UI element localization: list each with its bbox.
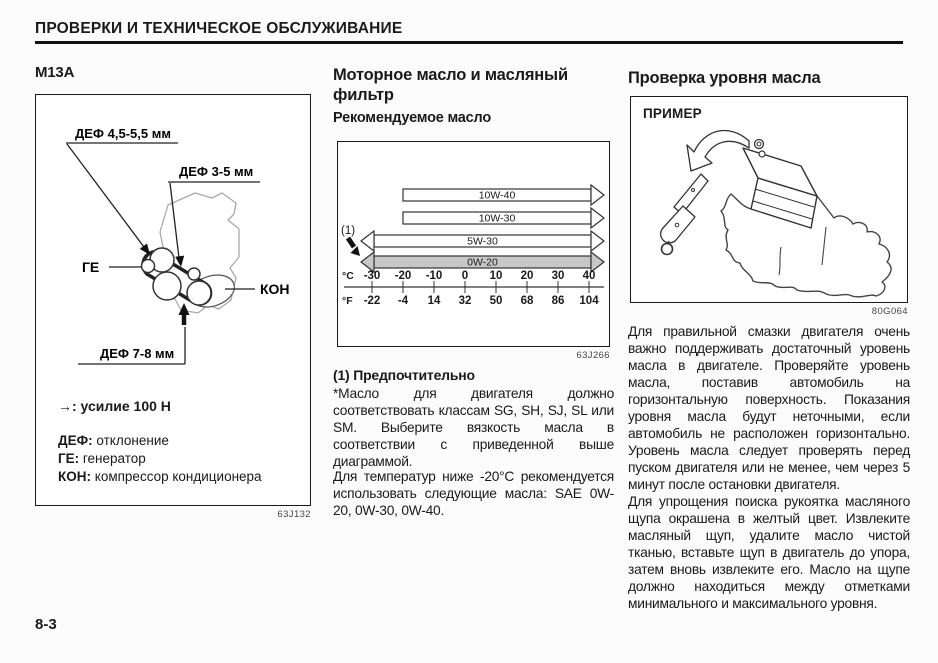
- compressor-pulley: [187, 281, 211, 305]
- deflection-ac-label: ДЕФ 3-5 мм: [179, 164, 254, 179]
- oil-level-paragraph-1: Для правильной смазки двигателя очень важно поддерживать достаточный уровень масла в двигателе. Проверяйте уровень масла, поставив автомобиль на горизонтальную поверхность. Показания уровня масла будут неточными, если автомобиль не расположен горизонтально. Уровень масла следует проверять перед пуском двигателя или не менее, чем через 5 минут после остановки двигателя.: [628, 324, 910, 492]
- legend-desc: компрессор кондиционера: [94, 469, 262, 484]
- celsius-tick-label: 0: [461, 270, 469, 282]
- chart-bar-arrow-right: [591, 185, 604, 205]
- crank-pulley: [153, 272, 181, 300]
- chart-bar-arrow-right: [591, 252, 604, 272]
- fahrenheit-tick-label: 104: [579, 295, 599, 307]
- chart-bar-arrow-left: [361, 231, 374, 251]
- oil-level-paragraph-2: Для упрощения поиска рукоятка масляного щупа окрашена в желтый цвет. Извлеките масляный щуп, удалите масло чистой тканью, вставьте щуп в двигатель до упора, затем вновь извлеките его. Масло на щупе должно находиться между отметками минимального и максимального уровня.: [628, 494, 910, 611]
- oil-chart-box: [337, 141, 610, 347]
- preferred-annotation-label: (1): [341, 225, 356, 237]
- oil-level-title: Проверка уровня масла: [628, 69, 821, 87]
- fahrenheit-tick-label: -22: [363, 295, 381, 307]
- deflection-alt-label: ДЕФ 4,5-5,5 мм: [75, 126, 171, 141]
- compressor-label: КОН: [260, 281, 290, 297]
- oil-level-text: [628, 323, 910, 612]
- celsius-tick-label: 10: [489, 270, 503, 282]
- dipstick-tube-grommet: [759, 151, 765, 157]
- engine-model-title: M13A: [35, 64, 75, 81]
- generator-label: ГЕ: [82, 259, 100, 275]
- celsius-tick-label: -20: [394, 270, 412, 282]
- celsius-tick-label: 30: [551, 270, 565, 282]
- celsius-tick-label: 20: [520, 270, 534, 282]
- dipstick-handle: [661, 206, 695, 243]
- legend-term: ГЕ:: [58, 451, 80, 466]
- legend-desc: генератор: [82, 451, 146, 466]
- figure-code-middle: 63J266: [576, 350, 610, 361]
- belt-legend: [58, 397, 262, 486]
- chart-bar-arrow-left: [361, 252, 374, 272]
- belt-diagram-box: [35, 94, 311, 506]
- engine-illustration-svg: [631, 97, 905, 300]
- preferred-annotation-arrow-stem: [348, 238, 354, 247]
- deflection-bottom-label: ДЕФ 7-8 мм: [100, 346, 175, 361]
- fahrenheit-tick-label: -4: [397, 295, 409, 307]
- footer-page-number: 8-3: [35, 616, 57, 633]
- legend-term: КОН:: [58, 469, 91, 484]
- legend-desc: отклонение: [96, 433, 169, 448]
- chart-bar-label: 5W-30: [467, 235, 498, 248]
- chart-bar-label: 0W-20: [467, 256, 498, 269]
- fahrenheit-tick-label: 50: [489, 295, 503, 307]
- fahrenheit-tick-label: 32: [458, 295, 472, 307]
- figure-code-right: 80G064: [871, 306, 908, 317]
- idler-pulley: [188, 268, 200, 280]
- low-temp-paragraph: Для температур ниже -20°C рекомендуется использовать следующие масла: SAE 0W-20, 0W-30, 0W-40.: [333, 469, 614, 518]
- dipstick-blade: [674, 174, 708, 214]
- leader-line: [170, 183, 179, 258]
- oil-class-paragraph: *Масло для двигателя должно соответствовать классам SG, SH, SJ, SL или SM. Выберите вязкость масла в соответствии с приведенной выше диаграммой.: [333, 386, 614, 469]
- pull-out-arrow: [687, 130, 749, 171]
- preferred-note-title: (1) Предпочтительно: [333, 367, 475, 383]
- oil-chart-svg: [338, 142, 608, 345]
- figure-code-left: 63J132: [277, 509, 311, 520]
- leader-line: [67, 144, 144, 247]
- deflection-arrow: [140, 244, 150, 256]
- dipstick-hook-ring: [662, 244, 673, 255]
- recommended-oil-subtitle: Рекомендуемое масло: [333, 110, 492, 126]
- fahrenheit-unit-label: °F: [342, 295, 353, 307]
- force-note: →: усилие 100 Н: [58, 398, 171, 414]
- legend-item: [58, 432, 262, 450]
- legend-item: [58, 450, 262, 468]
- fahrenheit-tick-label: 68: [520, 295, 534, 307]
- celsius-unit-label: °C: [342, 270, 354, 282]
- chart-bar-label: 10W-30: [478, 212, 516, 225]
- legend-term: ДЕФ:: [58, 433, 93, 448]
- example-box: [630, 96, 908, 303]
- dipstick-tube-ring: [755, 140, 764, 149]
- fahrenheit-tick-label: 86: [551, 295, 565, 307]
- oil-section-title: Моторное масло и масляный фильтр: [333, 66, 568, 104]
- chart-bar-arrow-right: [591, 208, 604, 228]
- celsius-tick-label: -30: [363, 270, 381, 282]
- chart-bar-label: 10W-40: [478, 189, 516, 202]
- fahrenheit-tick-label: 14: [427, 295, 441, 307]
- chart-bar-arrow-right: [591, 231, 604, 251]
- celsius-tick-label: -10: [425, 270, 443, 282]
- header-rule: [35, 41, 903, 44]
- legend-item: [58, 468, 262, 486]
- page-header: ПРОВЕРКИ И ТЕХНИЧЕСКОЕ ОБСЛУЖИВАНИЕ: [35, 20, 403, 37]
- celsius-tick-label: 40: [582, 270, 596, 282]
- example-label: ПРИМЕР: [643, 106, 702, 121]
- generator-hub: [142, 260, 155, 273]
